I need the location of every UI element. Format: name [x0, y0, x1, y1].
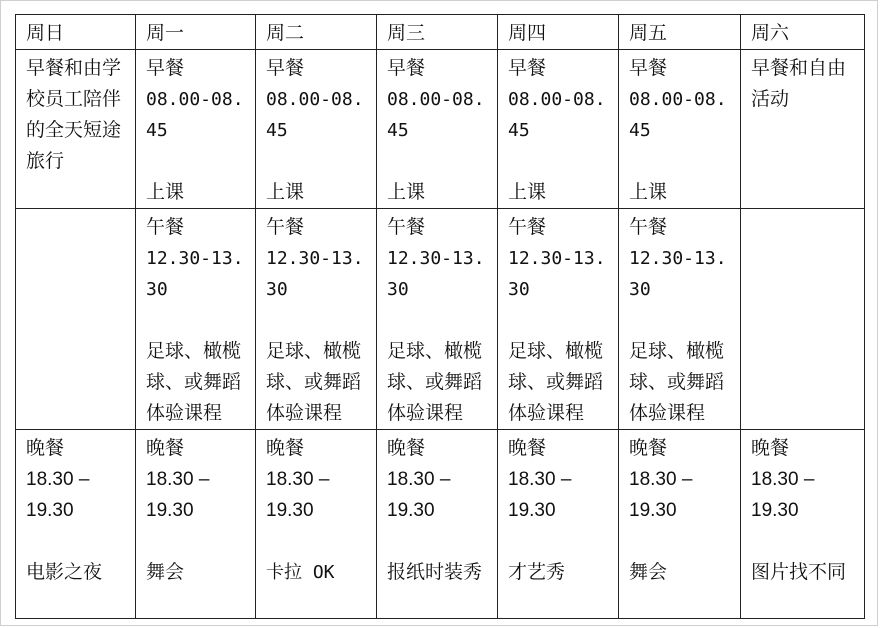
- lunch-label: 午餐: [387, 216, 426, 238]
- saturday-afternoon-cell: [741, 209, 865, 430]
- wednesday-afternoon-cell: [377, 209, 498, 430]
- spacer: [146, 526, 245, 557]
- sunday-afternoon-cell: [16, 209, 136, 430]
- header-tuesday: 周二: [256, 15, 377, 50]
- tuesday-evening-cell: [256, 430, 377, 619]
- afternoon-activity: 足球、橄榄球、或舞蹈体验课程: [146, 340, 242, 424]
- spacer: [751, 526, 854, 557]
- wednesday-evening-cell: [377, 430, 498, 619]
- spacer: [26, 526, 125, 557]
- thursday-morning-cell: [498, 50, 619, 209]
- header-friday: 周五: [619, 15, 741, 50]
- header-sunday: 周日: [16, 15, 136, 50]
- dinner-label: 晚餐: [26, 437, 65, 459]
- wednesday-morning-cell: [377, 50, 498, 209]
- class-label: 上课: [508, 181, 547, 203]
- afternoon-activity: 足球、橄榄球、或舞蹈体验课程: [508, 340, 604, 424]
- class-label: 上课: [146, 181, 185, 203]
- spacer: [387, 146, 487, 177]
- spacer: [629, 305, 730, 336]
- header-monday: 周一: [136, 15, 256, 50]
- friday-evening-cell: [619, 430, 741, 619]
- lunch-time: 12.30-13.30: [266, 248, 364, 300]
- evening-activity: 卡拉 OK: [266, 562, 335, 583]
- morning-row: [16, 50, 865, 209]
- breakfast-time: 08.00-08.45: [146, 89, 244, 141]
- spacer: [146, 146, 245, 177]
- thursday-afternoon-cell: [498, 209, 619, 430]
- breakfast-time: 08.00-08.45: [629, 89, 727, 141]
- afternoon-activity: 足球、橄榄球、或舞蹈体验课程: [266, 340, 362, 424]
- spacer: [629, 526, 730, 557]
- dinner-time-start: 18.30 –: [26, 469, 90, 490]
- dinner-time-end: 19.30: [629, 500, 677, 521]
- saturday-morning-text: 早餐和自由活动: [751, 57, 847, 110]
- spacer: [508, 146, 608, 177]
- dinner-label: 晚餐: [508, 437, 547, 459]
- dinner-time-start: 18.30 –: [266, 469, 330, 490]
- spacer: [508, 305, 608, 336]
- friday-morning-cell: [619, 50, 741, 209]
- monday-afternoon-cell: [136, 209, 256, 430]
- lunch-label: 午餐: [266, 216, 305, 238]
- thursday-evening-cell: [498, 430, 619, 619]
- breakfast-time: 08.00-08.45: [266, 89, 364, 141]
- lunch-time: 12.30-13.30: [508, 248, 606, 300]
- dinner-time-start: 18.30 –: [629, 469, 693, 490]
- breakfast-label: 早餐: [508, 57, 547, 79]
- header-wednesday: 周三: [377, 15, 498, 50]
- header-saturday: 周六: [741, 15, 865, 50]
- dinner-label: 晚餐: [266, 437, 305, 459]
- spacer: [387, 526, 487, 557]
- class-label: 上课: [387, 181, 426, 203]
- dinner-time-end: 19.30: [146, 500, 194, 521]
- lunch-time: 12.30-13.30: [146, 248, 244, 300]
- dinner-time-start: 18.30 –: [508, 469, 572, 490]
- friday-afternoon-cell: [619, 209, 741, 430]
- breakfast-label: 早餐: [266, 57, 305, 79]
- dinner-time-start: 18.30 –: [387, 469, 451, 490]
- dinner-time-end: 19.30: [387, 500, 435, 521]
- spacer: [266, 526, 366, 557]
- breakfast-label: 早餐: [629, 57, 668, 79]
- dinner-time-end: 19.30: [266, 500, 314, 521]
- evening-activity: 报纸时装秀: [387, 561, 483, 583]
- sunday-morning-cell: [16, 50, 136, 209]
- monday-evening-cell: [136, 430, 256, 619]
- saturday-morning-cell: [741, 50, 865, 209]
- lunch-time: 12.30-13.30: [387, 248, 485, 300]
- sunday-evening-cell: [16, 430, 136, 619]
- class-label: 上课: [629, 181, 668, 203]
- weekly-schedule-table: [15, 14, 865, 619]
- dinner-time-end: 19.30: [751, 500, 799, 521]
- dinner-time-start: 18.30 –: [751, 469, 815, 490]
- spacer: [266, 146, 366, 177]
- afternoon-row: [16, 209, 865, 430]
- breakfast-label: 早餐: [387, 57, 426, 79]
- monday-morning-cell: [136, 50, 256, 209]
- spacer: [387, 305, 487, 336]
- sunday-morning-text: 早餐和由学校员工陪伴的全天短途旅行: [26, 57, 122, 172]
- lunch-label: 午餐: [146, 216, 185, 238]
- dinner-time-start: 18.30 –: [146, 469, 210, 490]
- tuesday-afternoon-cell: [256, 209, 377, 430]
- evening-activity: 电影之夜: [26, 561, 103, 583]
- spacer: [146, 305, 245, 336]
- breakfast-label: 早餐: [146, 57, 185, 79]
- saturday-evening-cell: [741, 430, 865, 619]
- lunch-label: 午餐: [508, 216, 547, 238]
- afternoon-activity: 足球、橄榄球、或舞蹈体验课程: [629, 340, 725, 424]
- breakfast-time: 08.00-08.45: [508, 89, 606, 141]
- spacer: [629, 146, 730, 177]
- evening-activity: 舞会: [629, 561, 668, 583]
- header-row: [16, 15, 865, 50]
- header-thursday: 周四: [498, 15, 619, 50]
- breakfast-time: 08.00-08.45: [387, 89, 485, 141]
- evening-activity: 图片找不同: [751, 561, 847, 583]
- evening-row: [16, 430, 865, 619]
- lunch-label: 午餐: [629, 216, 668, 238]
- dinner-time-end: 19.30: [26, 500, 74, 521]
- dinner-label: 晚餐: [629, 437, 668, 459]
- dinner-label: 晚餐: [146, 437, 185, 459]
- dinner-time-end: 19.30: [508, 500, 556, 521]
- spacer: [266, 305, 366, 336]
- class-label: 上课: [266, 181, 305, 203]
- spacer: [508, 526, 608, 557]
- tuesday-morning-cell: [256, 50, 377, 209]
- evening-activity: 舞会: [146, 561, 185, 583]
- lunch-time: 12.30-13.30: [629, 248, 727, 300]
- dinner-label: 晚餐: [751, 437, 790, 459]
- afternoon-activity: 足球、橄榄球、或舞蹈体验课程: [387, 340, 483, 424]
- dinner-label: 晚餐: [387, 437, 426, 459]
- evening-activity: 才艺秀: [508, 561, 566, 583]
